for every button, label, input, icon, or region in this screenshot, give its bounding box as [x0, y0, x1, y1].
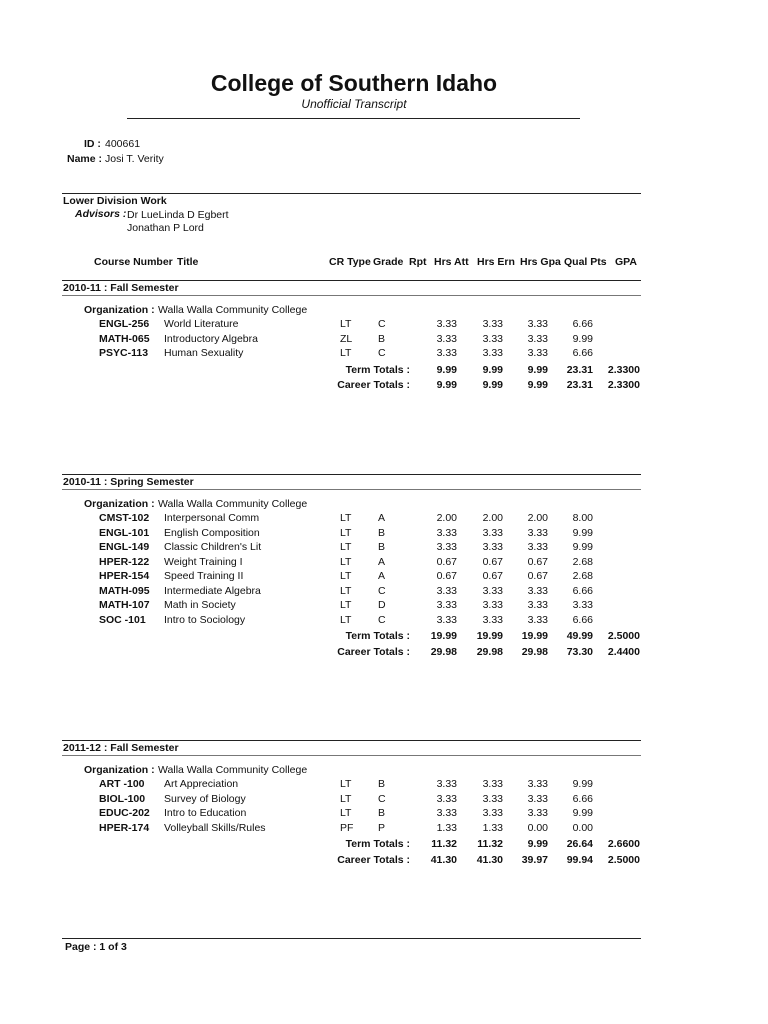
career-hrs-ern: 41.30 — [476, 853, 503, 866]
semester-top-rule — [62, 740, 641, 741]
course-row — [0, 556, 768, 570]
course-title: Human Sexuality — [164, 347, 244, 359]
col-hrs-att: Hrs Att — [434, 256, 469, 268]
organization-value: Walla Walla Community College — [158, 498, 308, 510]
advisor-2: Jonathan P Lord — [127, 222, 204, 234]
course-title: Intro to Sociology — [164, 613, 246, 626]
semester-sub-rule — [62, 489, 641, 490]
course-row — [0, 599, 768, 613]
course-hrs-att: 3.33 — [436, 347, 457, 359]
course-code: PSYC-113 — [99, 347, 149, 359]
course-qual-pts: 9.99 — [572, 332, 593, 345]
course-code: ART -100 — [99, 778, 145, 790]
course-code: MATH-095 — [99, 584, 150, 597]
course-hrs-att: 3.33 — [436, 807, 457, 819]
semester-top-rule — [62, 280, 641, 281]
term-totals-row — [0, 364, 768, 378]
course-grade: B — [378, 541, 386, 553]
course-code: EDUC-202 — [99, 807, 150, 819]
career-qual-pts: 73.30 — [566, 645, 593, 658]
course-grade: B — [378, 778, 386, 790]
course-hrs-gpa: 2.00 — [527, 512, 548, 524]
career-hrs-att: 9.99 — [436, 379, 457, 391]
career-totals-row — [0, 379, 768, 393]
semester-title: 2010-11 : Spring Semester — [63, 476, 194, 488]
id-label: ID : — [84, 138, 101, 150]
semester-sub-rule — [62, 295, 641, 296]
col-gpa: GPA — [615, 256, 637, 268]
term-hrs-gpa: 9.99 — [527, 363, 548, 376]
term-gpa: 2.5000 — [607, 630, 640, 642]
course-qual-pts: 6.66 — [572, 318, 593, 330]
career-hrs-gpa: 39.97 — [521, 853, 548, 866]
course-row — [0, 512, 768, 526]
course-hrs-ern: 0.67 — [482, 555, 503, 568]
course-title: Interpersonal Comm — [164, 512, 260, 524]
course-hrs-ern: 3.33 — [482, 807, 503, 819]
course-code: MATH-107 — [99, 599, 150, 611]
term-gpa: 2.3300 — [607, 363, 640, 376]
organization-label: Organization : — [84, 764, 155, 776]
course-hrs-gpa: 3.33 — [527, 318, 548, 330]
career-totals-label: Career Totals : — [337, 645, 410, 658]
course-qual-pts: 2.68 — [572, 570, 593, 582]
course-qual-pts: 0.00 — [572, 821, 593, 834]
term-hrs-att: 19.99 — [430, 630, 457, 642]
course-grade: B — [378, 332, 386, 345]
course-hrs-att: 3.33 — [436, 613, 457, 626]
course-title: World Literature — [164, 318, 239, 330]
course-code: SOC -101 — [99, 613, 146, 626]
course-grade: B — [378, 526, 386, 539]
course-hrs-ern: 3.33 — [482, 599, 503, 611]
course-hrs-ern: 3.33 — [482, 584, 503, 597]
course-title: Art Appreciation — [164, 778, 239, 790]
col-rpt: Rpt — [409, 256, 427, 268]
name-label: Name : — [67, 153, 103, 165]
course-code: MATH-065 — [99, 332, 150, 345]
course-title: Intermediate Algebra — [164, 584, 261, 597]
course-grade: A — [378, 555, 386, 568]
term-hrs-ern: 11.32 — [477, 838, 503, 850]
course-hrs-att: 1.33 — [436, 821, 457, 834]
course-cr-type: LT — [340, 347, 352, 359]
course-hrs-gpa: 0.00 — [527, 821, 548, 834]
advisors-label: Advisors : — [75, 208, 127, 220]
course-hrs-ern: 1.33 — [482, 821, 503, 834]
course-hrs-ern: 2.00 — [482, 512, 503, 524]
career-hrs-ern: 9.99 — [482, 379, 503, 391]
career-gpa: 2.3300 — [607, 379, 640, 391]
course-code: BIOL-100 — [99, 792, 146, 805]
course-hrs-ern: 3.33 — [482, 526, 503, 539]
course-hrs-gpa: 3.33 — [527, 332, 548, 345]
course-grade: B — [378, 807, 386, 819]
course-grade: C — [378, 347, 386, 359]
col-hrs-ern: Hrs Ern — [477, 256, 515, 268]
course-title: Volleyball Skills/Rules — [164, 821, 266, 834]
course-cr-type: LT — [340, 778, 352, 790]
division-title: Lower Division Work — [63, 195, 167, 207]
course-row — [0, 822, 768, 836]
term-qual-pts: 49.99 — [566, 630, 593, 642]
term-totals-row — [0, 630, 768, 644]
col-qual-pts: Qual Pts — [564, 256, 607, 268]
col-grade: Grade — [373, 256, 404, 268]
career-hrs-att: 41.30 — [430, 853, 457, 866]
course-qual-pts: 8.00 — [572, 512, 593, 524]
course-code: HPER-154 — [99, 570, 150, 582]
course-code: ENGL-149 — [99, 541, 150, 553]
course-cr-type: LT — [340, 318, 352, 330]
course-row — [0, 541, 768, 555]
col-cr-type: CR Type — [329, 256, 371, 268]
course-hrs-gpa: 3.33 — [527, 584, 548, 597]
course-cr-type: LT — [340, 541, 352, 553]
career-totals-row — [0, 646, 768, 660]
course-hrs-att: 3.33 — [436, 584, 457, 597]
term-hrs-ern: 9.99 — [482, 363, 503, 376]
course-row — [0, 793, 768, 807]
course-qual-pts: 9.99 — [572, 526, 593, 539]
course-hrs-gpa: 0.67 — [527, 555, 548, 568]
term-hrs-att: 9.99 — [436, 363, 457, 376]
semester-top-rule — [62, 474, 641, 475]
course-qual-pts: 9.99 — [572, 541, 593, 553]
advisor-1: Dr LueLinda D Egbert — [127, 209, 229, 221]
course-cr-type: LT — [340, 584, 352, 597]
course-hrs-gpa: 3.33 — [527, 599, 548, 611]
term-totals-label: Term Totals : — [345, 838, 410, 850]
course-hrs-ern: 3.33 — [482, 778, 503, 790]
page-number: Page : 1 of 3 — [65, 941, 127, 953]
organization-value: Walla Walla Community College — [158, 764, 308, 776]
course-hrs-ern: 0.67 — [482, 570, 503, 582]
course-cr-type: ZL — [340, 332, 353, 345]
course-hrs-gpa: 3.33 — [527, 347, 548, 359]
course-hrs-att: 3.33 — [436, 541, 457, 553]
course-qual-pts: 2.68 — [572, 555, 593, 568]
course-qual-pts: 3.33 — [572, 599, 593, 611]
course-row — [0, 778, 768, 792]
semester-sub-rule — [62, 755, 641, 756]
course-code: HPER-174 — [99, 821, 150, 834]
course-cr-type: LT — [340, 526, 352, 539]
term-totals-label: Term Totals : — [345, 630, 410, 642]
course-code: CMST-102 — [99, 512, 150, 524]
course-hrs-att: 0.67 — [436, 555, 457, 568]
course-hrs-ern: 3.33 — [482, 613, 503, 626]
course-hrs-ern: 3.33 — [482, 792, 503, 805]
course-hrs-gpa: 3.33 — [527, 613, 548, 626]
col-hrs-gpa: Hrs Gpa — [520, 256, 561, 268]
career-hrs-gpa: 29.98 — [521, 645, 548, 658]
term-totals-row — [0, 838, 768, 852]
course-hrs-att: 3.33 — [436, 792, 457, 805]
course-title: Classic Children's Lit — [164, 541, 262, 553]
course-row — [0, 614, 768, 628]
course-hrs-ern: 3.33 — [482, 332, 503, 345]
course-title: Intro to Education — [164, 807, 247, 819]
course-qual-pts: 6.66 — [572, 613, 593, 626]
career-hrs-gpa: 9.99 — [527, 379, 548, 391]
course-cr-type: LT — [340, 599, 352, 611]
semester-title: 2010-11 : Fall Semester — [63, 282, 179, 294]
course-title: Speed Training II — [164, 570, 244, 582]
career-gpa: 2.4400 — [607, 645, 640, 658]
document-subtitle: Unofficial Transcript — [301, 97, 407, 111]
course-qual-pts: 9.99 — [572, 807, 593, 819]
name-value: Josi T. Verity — [105, 153, 164, 165]
course-hrs-att: 3.33 — [436, 599, 457, 611]
term-gpa: 2.6600 — [607, 838, 640, 850]
course-hrs-gpa: 3.33 — [527, 792, 548, 805]
career-gpa: 2.5000 — [607, 853, 640, 866]
organization-label: Organization : — [84, 304, 155, 316]
career-hrs-ern: 29.98 — [476, 645, 503, 658]
career-totals-label: Career Totals : — [337, 379, 410, 391]
course-row — [0, 807, 768, 821]
course-cr-type: LT — [340, 613, 352, 626]
career-totals-row — [0, 854, 768, 868]
course-hrs-ern: 3.33 — [482, 318, 503, 330]
course-qual-pts: 6.66 — [572, 792, 593, 805]
footer-divider — [62, 938, 641, 939]
career-qual-pts: 23.31 — [566, 379, 593, 391]
course-grade: P — [378, 821, 386, 834]
career-totals-label: Career Totals : — [337, 853, 410, 866]
course-cr-type: PF — [340, 821, 354, 834]
organization-label: Organization : — [84, 498, 155, 510]
course-title: Weight Training I — [164, 555, 243, 568]
course-code: ENGL-256 — [99, 318, 150, 330]
course-hrs-att: 3.33 — [436, 332, 457, 345]
course-hrs-att: 2.00 — [436, 512, 457, 524]
col-course-number: Course Number — [94, 256, 173, 268]
course-title: Math in Society — [164, 599, 236, 611]
title-divider — [127, 118, 580, 119]
term-qual-pts: 26.64 — [566, 838, 593, 850]
course-row — [0, 318, 768, 332]
course-cr-type: LT — [340, 555, 352, 568]
col-title: Title — [177, 256, 199, 268]
course-grade: C — [378, 318, 386, 330]
course-title: Survey of Biology — [164, 792, 246, 805]
course-code: ENGL-101 — [99, 526, 150, 539]
course-code: HPER-122 — [99, 555, 150, 568]
course-hrs-gpa: 3.33 — [527, 778, 548, 790]
course-cr-type: LT — [340, 807, 352, 819]
course-hrs-gpa: 3.33 — [527, 807, 548, 819]
course-qual-pts: 6.66 — [572, 347, 593, 359]
course-hrs-ern: 3.33 — [482, 541, 503, 553]
division-divider — [62, 193, 641, 194]
term-hrs-att: 11.32 — [431, 838, 457, 850]
semester-title: 2011-12 : Fall Semester — [63, 742, 179, 754]
course-hrs-gpa: 3.33 — [527, 526, 548, 539]
course-hrs-gpa: 3.33 — [527, 541, 548, 553]
course-hrs-gpa: 0.67 — [527, 570, 548, 582]
course-hrs-att: 0.67 — [436, 570, 457, 582]
course-row — [0, 347, 768, 361]
course-row — [0, 570, 768, 584]
course-grade: C — [378, 584, 386, 597]
course-grade: C — [378, 613, 386, 626]
course-cr-type: LT — [340, 512, 352, 524]
course-cr-type: LT — [340, 570, 352, 582]
term-qual-pts: 23.31 — [566, 363, 593, 376]
course-grade: A — [378, 570, 386, 582]
course-grade: A — [378, 512, 386, 524]
course-title: Introductory Algebra — [164, 332, 258, 345]
course-hrs-att: 3.33 — [436, 778, 457, 790]
course-qual-pts: 6.66 — [572, 584, 593, 597]
course-hrs-ern: 3.33 — [482, 347, 503, 359]
course-hrs-att: 3.33 — [436, 526, 457, 539]
course-title: English Composition — [164, 526, 260, 539]
term-hrs-ern: 19.99 — [476, 630, 503, 642]
course-cr-type: LT — [340, 792, 352, 805]
course-row — [0, 527, 768, 541]
course-qual-pts: 9.99 — [572, 778, 593, 790]
id-value: 400661 — [105, 138, 141, 150]
course-grade: D — [378, 599, 386, 611]
career-qual-pts: 99.94 — [566, 853, 593, 866]
term-hrs-gpa: 9.99 — [527, 838, 548, 850]
course-hrs-att: 3.33 — [436, 318, 457, 330]
career-hrs-att: 29.98 — [430, 645, 457, 658]
term-hrs-gpa: 19.99 — [521, 630, 548, 642]
organization-value: Walla Walla Community College — [158, 304, 308, 316]
course-row — [0, 585, 768, 599]
course-row — [0, 333, 768, 347]
institution-title: College of Southern Idaho — [210, 70, 498, 96]
term-totals-label: Term Totals : — [345, 363, 410, 376]
course-grade: C — [378, 792, 386, 805]
